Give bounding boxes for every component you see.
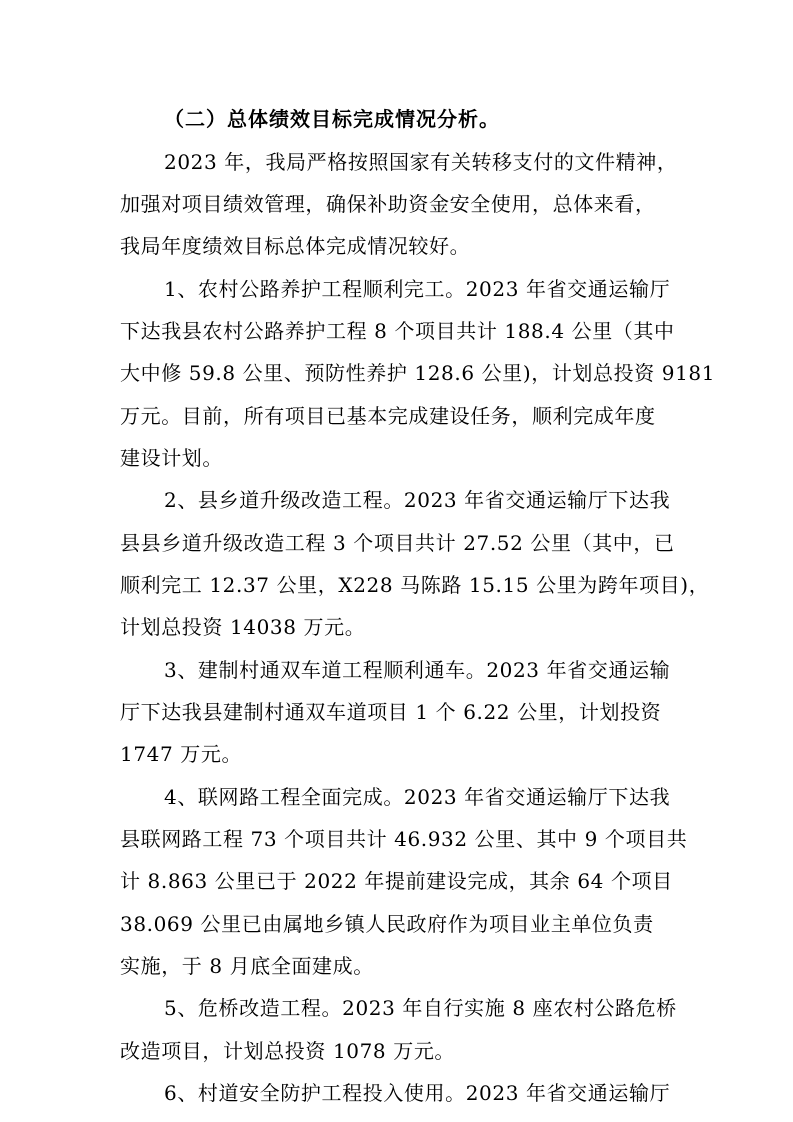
body-line: 建设计划。 xyxy=(120,446,223,470)
body-line: 县联网路工程 73 个项目共计 46.932 公里、其中 9 个项目共 xyxy=(120,827,688,851)
body-line: 5、危桥改造工程。2023 年自行实施 8 座农村公路危桥 xyxy=(164,996,677,1020)
body-line: 改造项目，计划总投资 1078 万元。 xyxy=(120,1039,456,1063)
body-line: 6、村道安全防护工程投入使用。2023 年省交通运输厅 xyxy=(164,1081,671,1105)
body-line: 计 8.863 公里已于 2022 年提前建设完成，其余 64 个项目 xyxy=(120,869,673,893)
body-line: 大中修 59.8 公里、预防性养护 128.6 公里)，计划总投资 9181 xyxy=(120,361,716,385)
body-line: 厅下达我县建制村通双车道项目 1 个 6.22 公里，计划投资 xyxy=(120,700,662,724)
body-line: 顺利完工 12.37 公里，X228 马陈路 15.15 公里为跨年项目)， xyxy=(120,573,710,597)
body-line: 计划总投资 14038 万元。 xyxy=(120,615,366,639)
body-line: 2023 年，我局严格按照国家有关转移支付的文件精神， xyxy=(164,150,678,174)
body-line: 加强对项目绩效管理，确保补助资金安全使用，总体来看， xyxy=(120,192,656,216)
body-line: 下达我县农村公路养护工程 8 个项目共计 188.4 公里（其中 xyxy=(120,319,675,343)
body-line: 2、县乡道升级改造工程。2023 年省交通运输厅下达我 xyxy=(164,488,671,512)
body-line: 1、农村公路养护工程顺利完工。2023 年省交通运输厅 xyxy=(164,277,671,301)
body-line: 3、建制村通双车道工程顺利通车。2023 年省交通运输 xyxy=(164,658,671,682)
body-line: 4、联网路工程全面完成。2023 年省交通运输厅下达我 xyxy=(164,785,671,809)
body-line: 38.069 公里已由属地乡镇人民政府作为项目业主单位负责 xyxy=(120,912,654,936)
body-line: 1747 万元。 xyxy=(120,742,243,766)
body-line: 我局年度绩效目标总体完成情况较好。 xyxy=(120,234,471,258)
body-line: 县县乡道升级改造工程 3 个项目共计 27.52 公里（其中，已 xyxy=(120,531,675,555)
body-line: 万元。目前，所有项目已基本完成建设任务，顺利完成年度 xyxy=(120,404,656,428)
body-line: 实施，于 8 月底全面建成。 xyxy=(120,954,374,978)
section-heading: （二）总体绩效目标完成情况分析。 xyxy=(164,107,500,131)
